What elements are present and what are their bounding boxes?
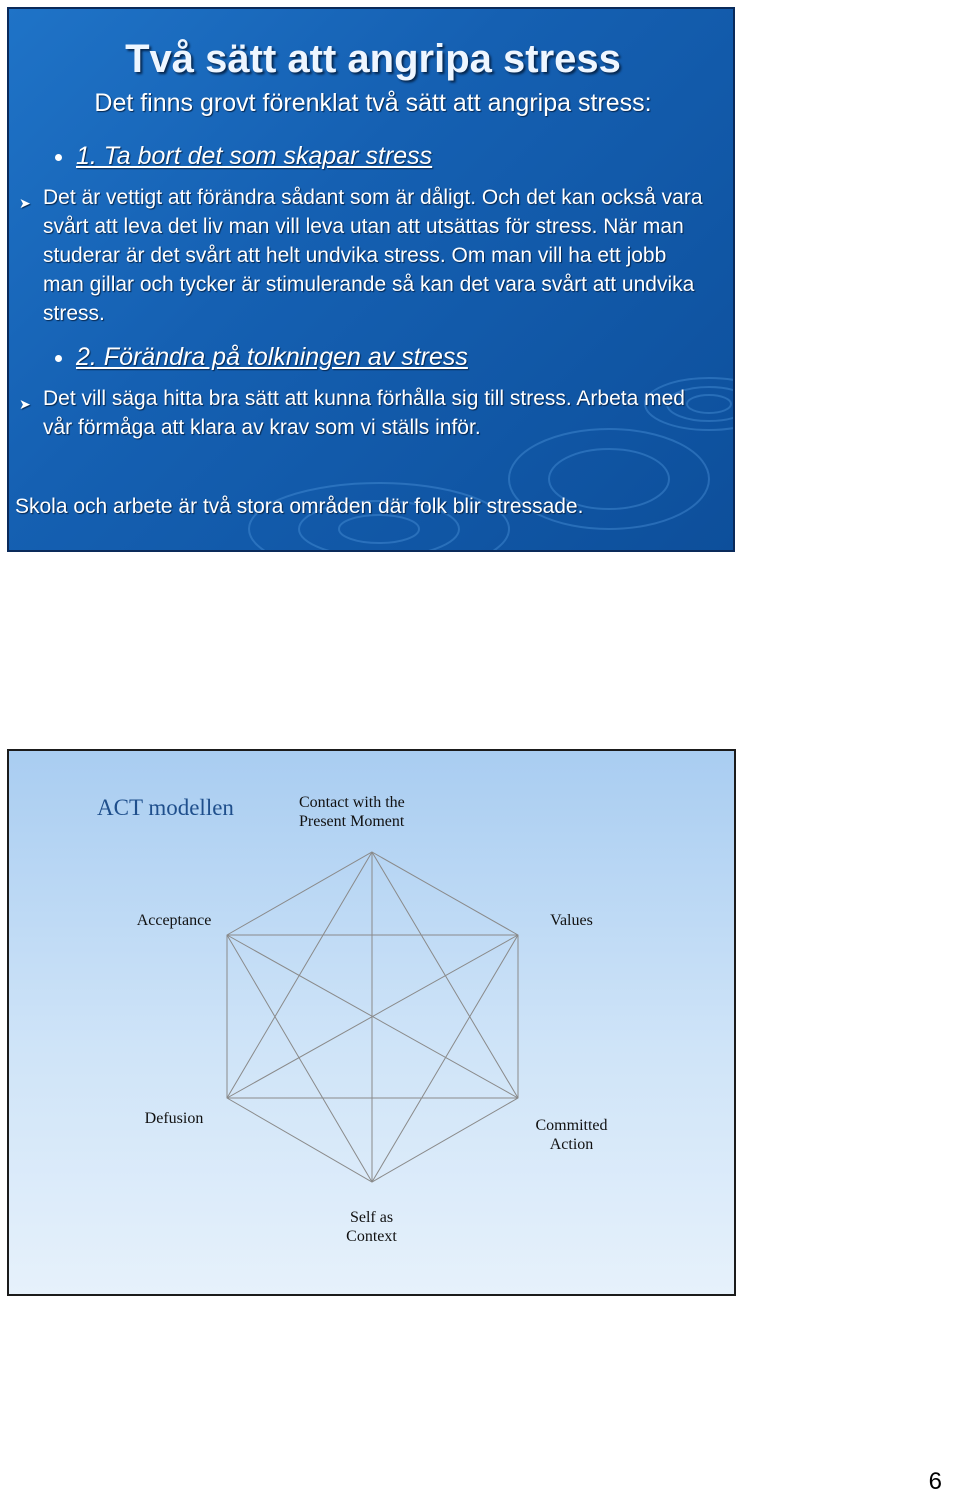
arrow-item-1-text: Det är vettigt att förändra sådant som är dåligt. Och det kan också vara svårt att leva det liv man vill leva utan att utsättas för stress. När man studerar är det svårt att helt undvika stress. Om man vill ha ett jobb man gillar och tycker är stimulerande så kan det vara svårt att undvika stress. [43, 186, 703, 325]
bullet-dot-icon [55, 154, 62, 161]
point-1-link[interactable]: 1. Ta bort det som skapar stress [76, 142, 433, 170]
arrow-bullet-icon: ➤ [19, 396, 31, 412]
point-2 [55, 343, 468, 372]
arrow-item-2-text: Det vill säga hitta bra sätt att kunna förhålla sig till stress. Arbeta med vår förmåga att klara av krav som vi ställs inför. [43, 387, 685, 439]
slide-title: Två sätt att angripa stress [125, 37, 621, 81]
label-values: Values [550, 912, 593, 929]
arrow-bullet-icon: ➤ [19, 195, 31, 211]
slide-act-model [7, 749, 736, 1296]
page-number: 6 [928, 1468, 942, 1495]
label-present-moment: Contact with the Present Moment [299, 794, 405, 830]
bullet-dot-icon [55, 355, 62, 362]
arrow-item-1 [19, 183, 709, 328]
slide-title: ACT modellen [97, 795, 234, 820]
label-acceptance: Acceptance [136, 912, 212, 929]
slide-subtitle: Det finns grovt förenklat två sätt att angripa stress: [94, 89, 652, 117]
slide-stress [7, 7, 735, 552]
label-self-as-context: Self as Context [346, 1209, 397, 1245]
label-committed-action: Committed Action [535, 1117, 608, 1153]
point-2-link[interactable]: 2. Förändra på tolkningen av stress [76, 343, 468, 371]
arrow-item-2 [19, 384, 709, 442]
slide-footer-text: Skola och arbete är två stora områden där folk blir stressade. [15, 495, 584, 518]
point-1 [55, 142, 432, 171]
label-defusion: Defusion [144, 1110, 204, 1127]
